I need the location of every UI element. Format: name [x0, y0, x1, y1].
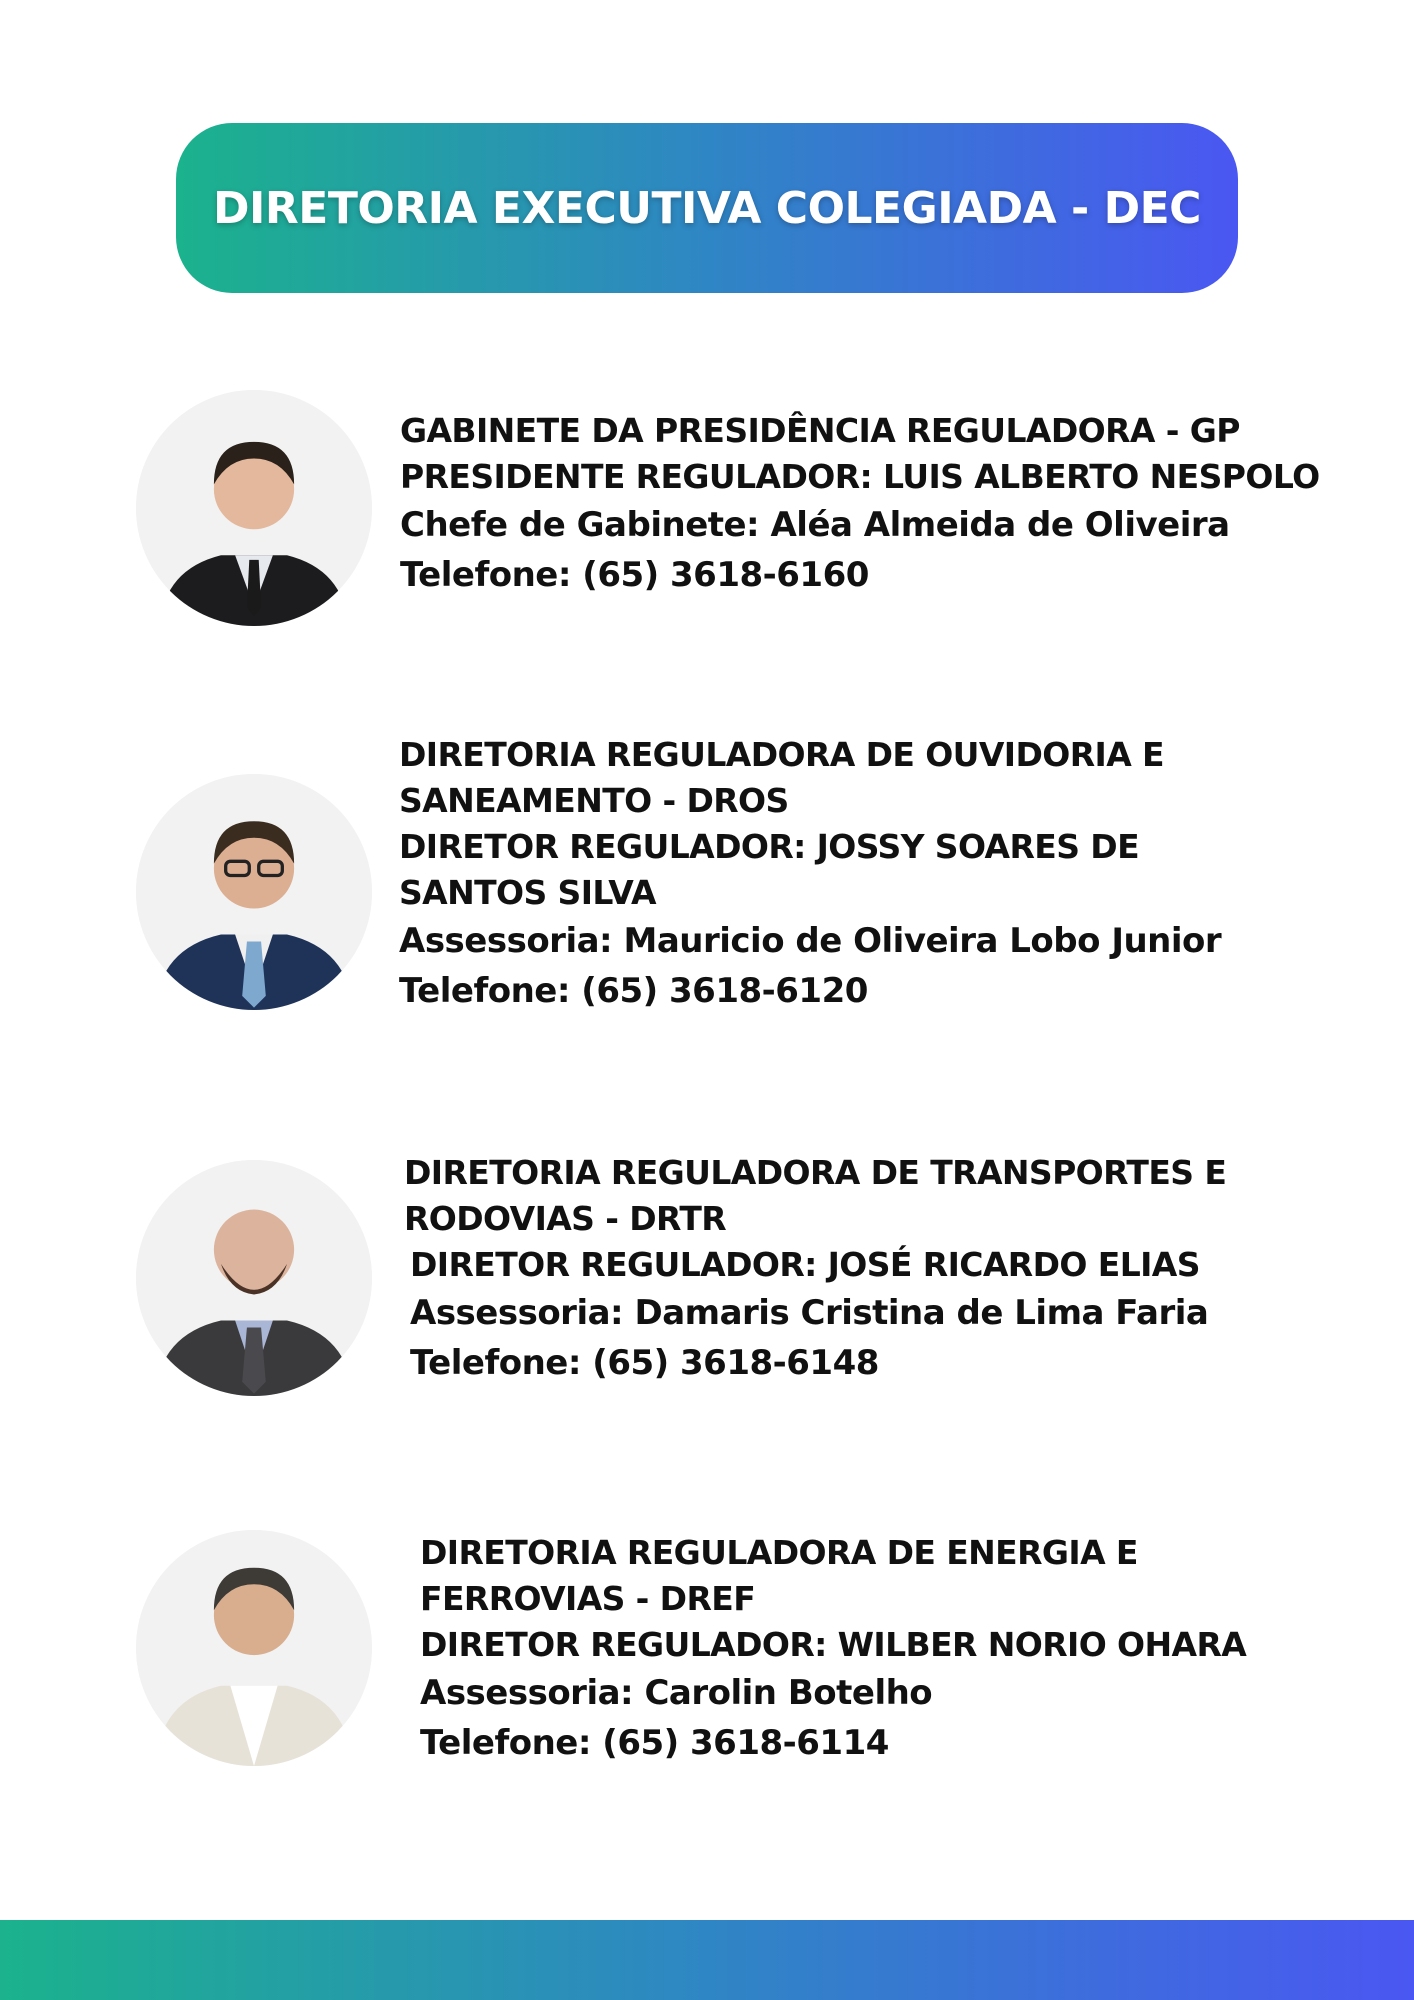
- phone-number: Telefone: (65) 3618-6114: [420, 1723, 889, 1763]
- footer-gradient-bar: [0, 1920, 1414, 2000]
- staff-name: Assessoria: Damaris Cristina de Lima Faria: [410, 1293, 1209, 1333]
- staff-name: Assessoria: Mauricio de Oliveira Lobo Junior: [399, 921, 1222, 961]
- phone-number: Telefone: (65) 3618-6160: [400, 555, 869, 595]
- unit-name-cont: RODOVIAS - DRTR: [404, 1199, 727, 1238]
- portrait-photo: [136, 390, 372, 626]
- phone-number: Telefone: (65) 3618-6120: [399, 971, 868, 1011]
- unit-name-cont: FERROVIAS - DREF: [420, 1579, 756, 1618]
- unit-name-cont: SANEAMENTO - DROS: [399, 781, 789, 820]
- head-name-cont: SANTOS SILVA: [399, 873, 656, 912]
- unit-name: DIRETORIA REGULADORA DE OUVIDORIA E: [399, 735, 1164, 774]
- head-name: DIRETOR REGULADOR: JOSSY SOARES DE: [399, 827, 1140, 866]
- staff-name: Chefe de Gabinete: Aléa Almeida de Oliveira: [400, 505, 1230, 545]
- unit-name: DIRETORIA REGULADORA DE ENERGIA E: [420, 1533, 1138, 1572]
- staff-name: Assessoria: Carolin Botelho: [420, 1673, 933, 1713]
- head-name: DIRETOR REGULADOR: JOSÉ RICARDO ELIAS: [410, 1245, 1200, 1284]
- portrait-photo: [136, 1530, 372, 1766]
- portrait-photo: [136, 1160, 372, 1396]
- header-banner: [176, 123, 1238, 293]
- portrait-photo: [136, 774, 372, 1010]
- head-name: DIRETOR REGULADOR: WILBER NORIO OHARA: [420, 1625, 1247, 1664]
- unit-name: GABINETE DA PRESIDÊNCIA REGULADORA - GP: [400, 411, 1240, 450]
- page-title: DIRETORIA EXECUTIVA COLEGIADA - DEC: [213, 182, 1201, 234]
- unit-name: DIRETORIA REGULADORA DE TRANSPORTES E: [404, 1153, 1227, 1192]
- phone-number: Telefone: (65) 3618-6148: [410, 1343, 879, 1383]
- head-name: PRESIDENTE REGULADOR: LUIS ALBERTO NESPOLO: [400, 457, 1320, 496]
